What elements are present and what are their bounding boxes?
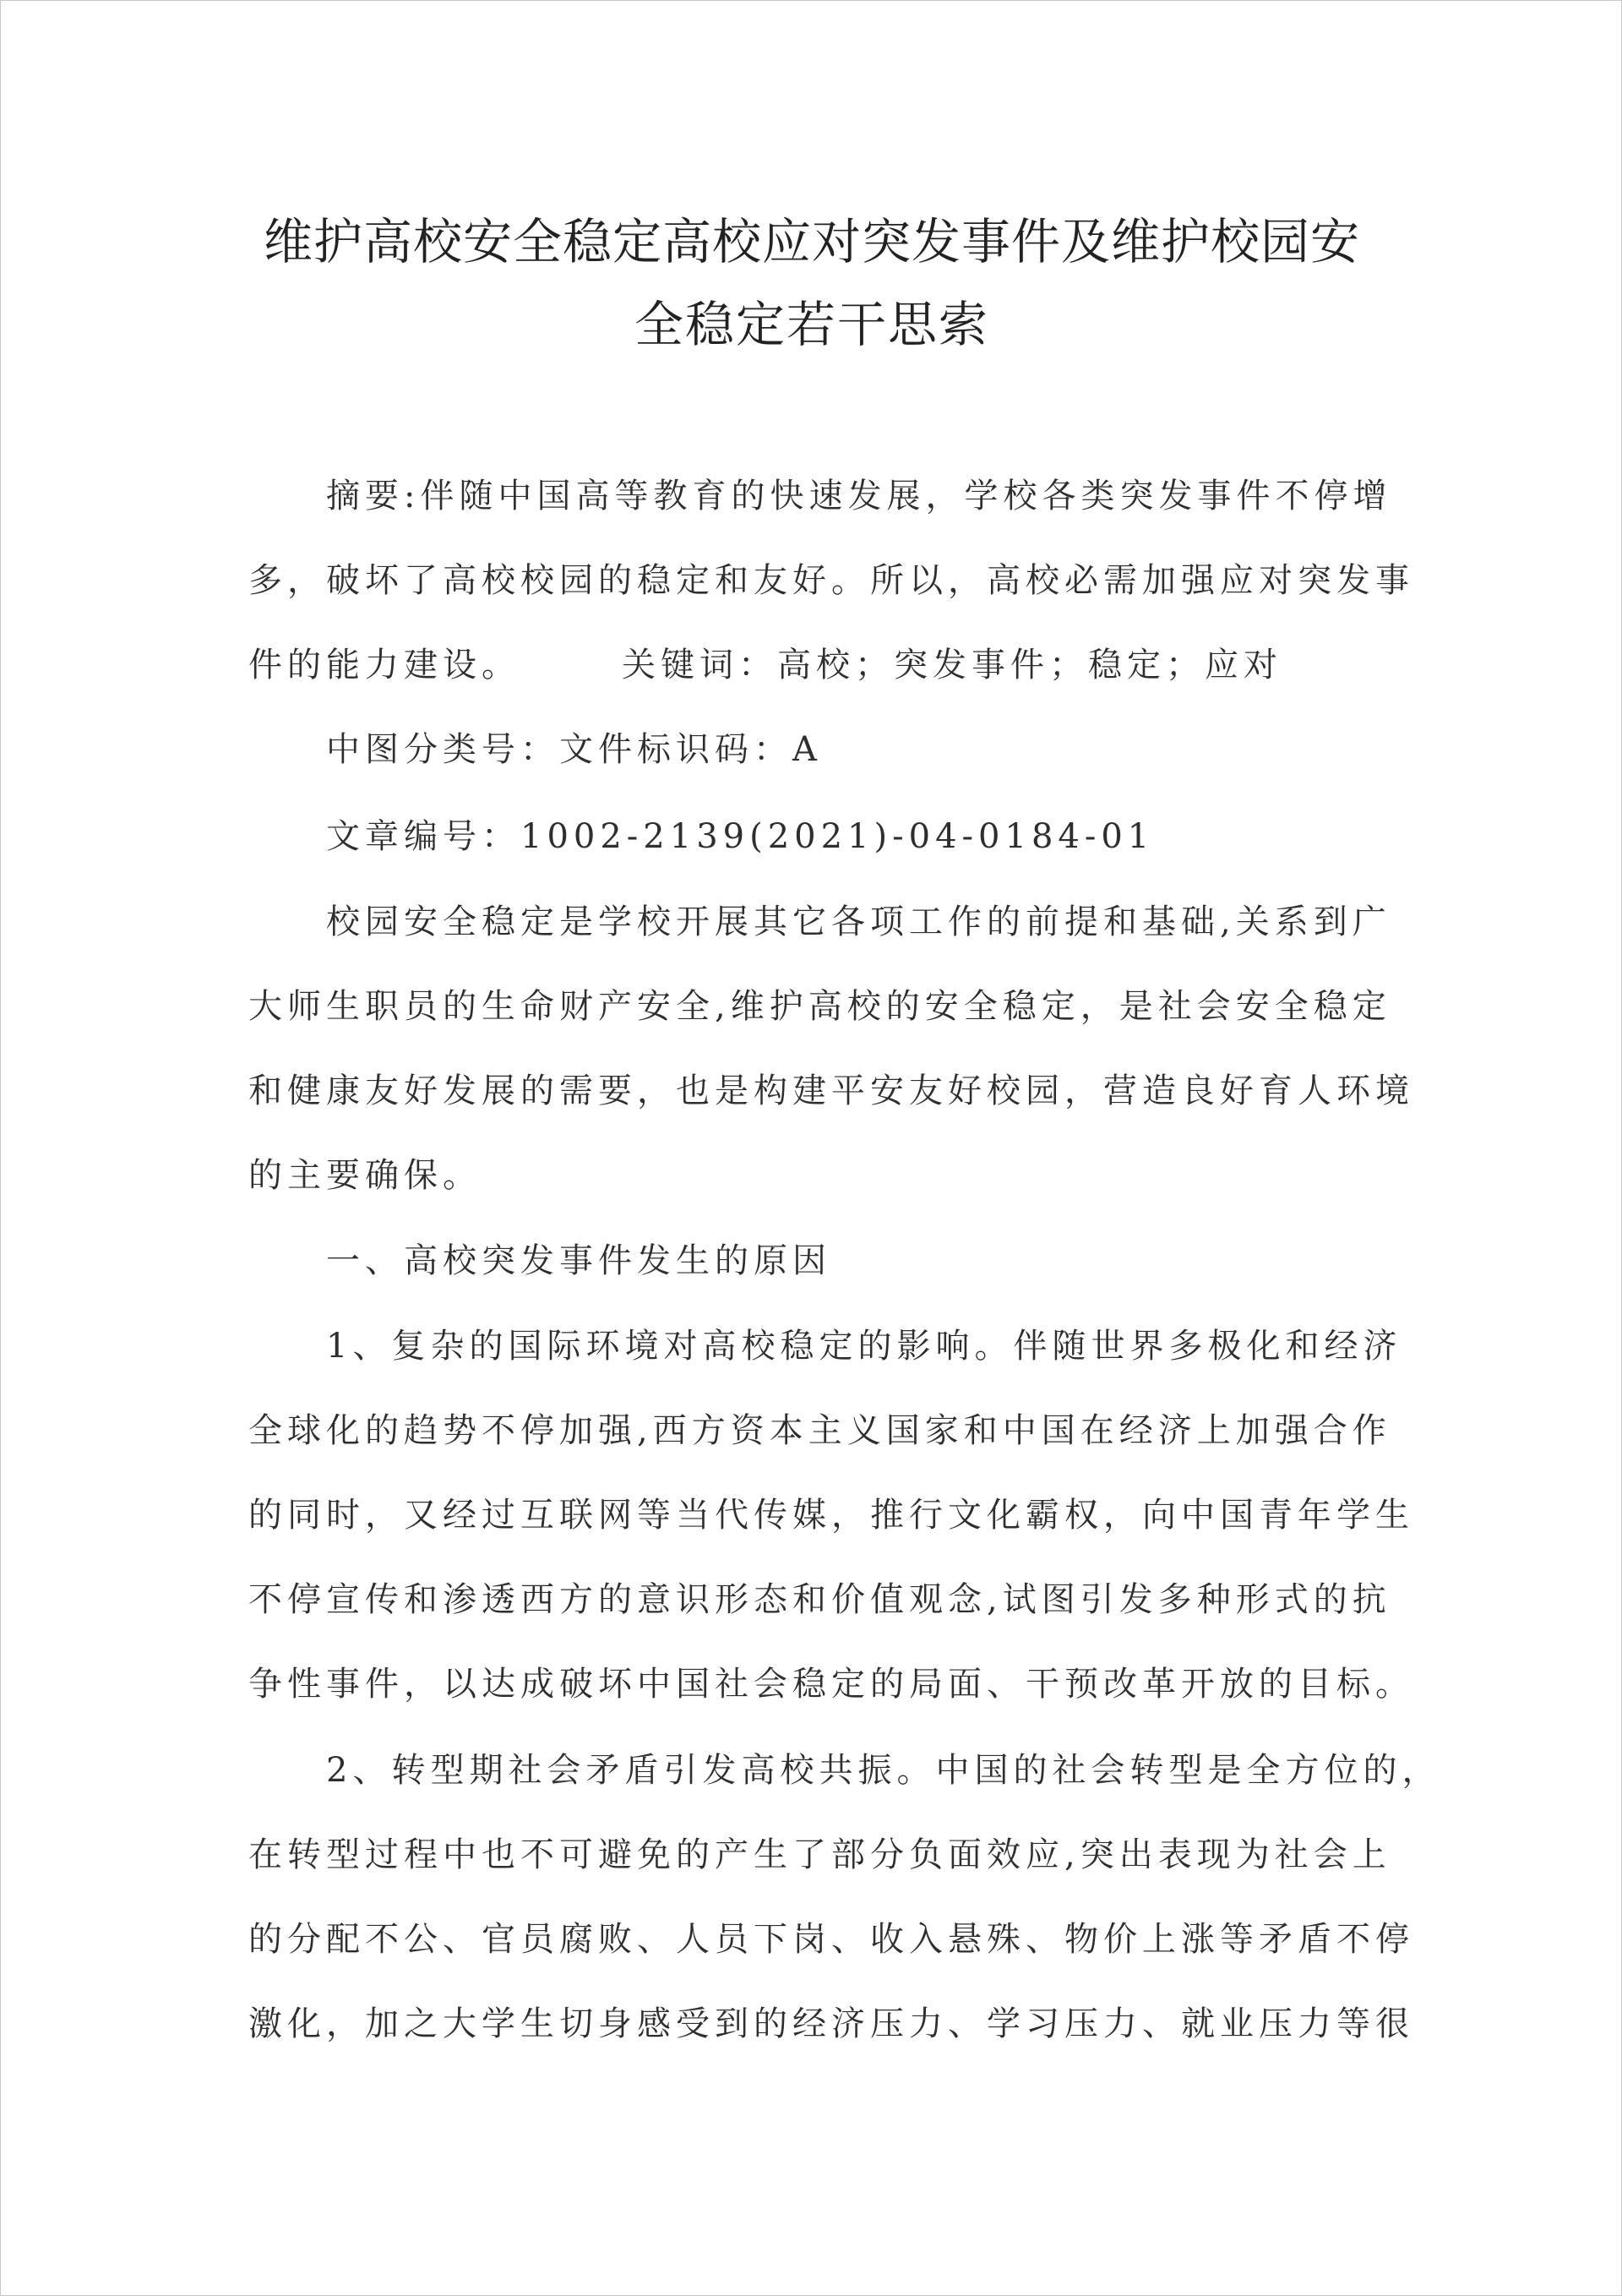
abstract-line-1: 摘要:伴随中国高等教育的快速发展，学校各类突发事件不停增 [326, 477, 1392, 515]
paragraph-2-line-1: 1、复杂的国际环境对高校稳定的影响。伴随世界多极化和经济 [326, 1327, 1402, 1366]
document-title-line-1: 维护高校安全稳定高校应对突发事件及维护校园安 [263, 213, 1360, 270]
paragraph-1-line-1: 校园安全稳定是学校开展其它各项工作的前提和基础,关系到广 [326, 903, 1391, 941]
article-number-line: 文章编号：1002-2139(2021)-04-0184-01 [326, 817, 1155, 856]
paragraph-3-line-2: 在转型过程中也不可避免的产生了部分负面效应,突出表现为社会上 [248, 1835, 1391, 1874]
keywords-text: 关键词：高校；突发事件；稳定；应对 [622, 646, 1282, 684]
paragraph-3-line-1: 2、转型期社会矛盾引发高校共振。中国的社会转型是全方位的， [326, 1751, 1441, 1790]
classification-line: 中图分类号：文件标识码：A [326, 730, 822, 769]
paragraph-2-line-5: 争性事件，以达成破坏中国社会稳定的局面、干预改革开放的目标。 [248, 1665, 1414, 1704]
paragraph-3-line-4: 激化，加之大学生切身感受到的经济压力、学习压力、就业压力等很 [248, 2004, 1414, 2043]
paragraph-3-line-3: 的分配不公、官员腐败、人员下岗、收入悬殊、物价上涨等矛盾不停 [248, 1920, 1414, 1959]
paragraph-2-line-2: 全球化的趋势不停加强,西方资本主义国家和中国在经济上加强合作 [248, 1411, 1391, 1450]
paragraph-2-line-3: 的同时，又经过互联网等当代传媒，推行文化霸权，向中国青年学生 [248, 1496, 1414, 1535]
paragraph-2-line-4: 不停宣传和渗透西方的意识形态和价值观念,试图引发多种形式的抗 [248, 1580, 1391, 1619]
paragraph-1-line-4: 的主要确保。 [248, 1156, 482, 1195]
section-heading: 一、高校突发事件发生的原因 [326, 1241, 831, 1280]
abstract-end-text: 件的能力建设。 [248, 646, 520, 684]
paragraph-1-line-3: 和健康友好发展的需要，也是构建平安友好校园，营造良好育人环境 [248, 1072, 1414, 1110]
paragraph-1-line-2: 大师生职员的生命财产安全,维护高校的安全稳定，是社会安全稳定 [248, 987, 1391, 1026]
abstract-line-2: 多，破坏了高校校园的稳定和友好。所以，高校必需加强应对突发事 [248, 561, 1414, 600]
abstract-line-3 [248, 640, 1282, 690]
document-title-line-2: 全稳定若干思索 [634, 296, 989, 353]
